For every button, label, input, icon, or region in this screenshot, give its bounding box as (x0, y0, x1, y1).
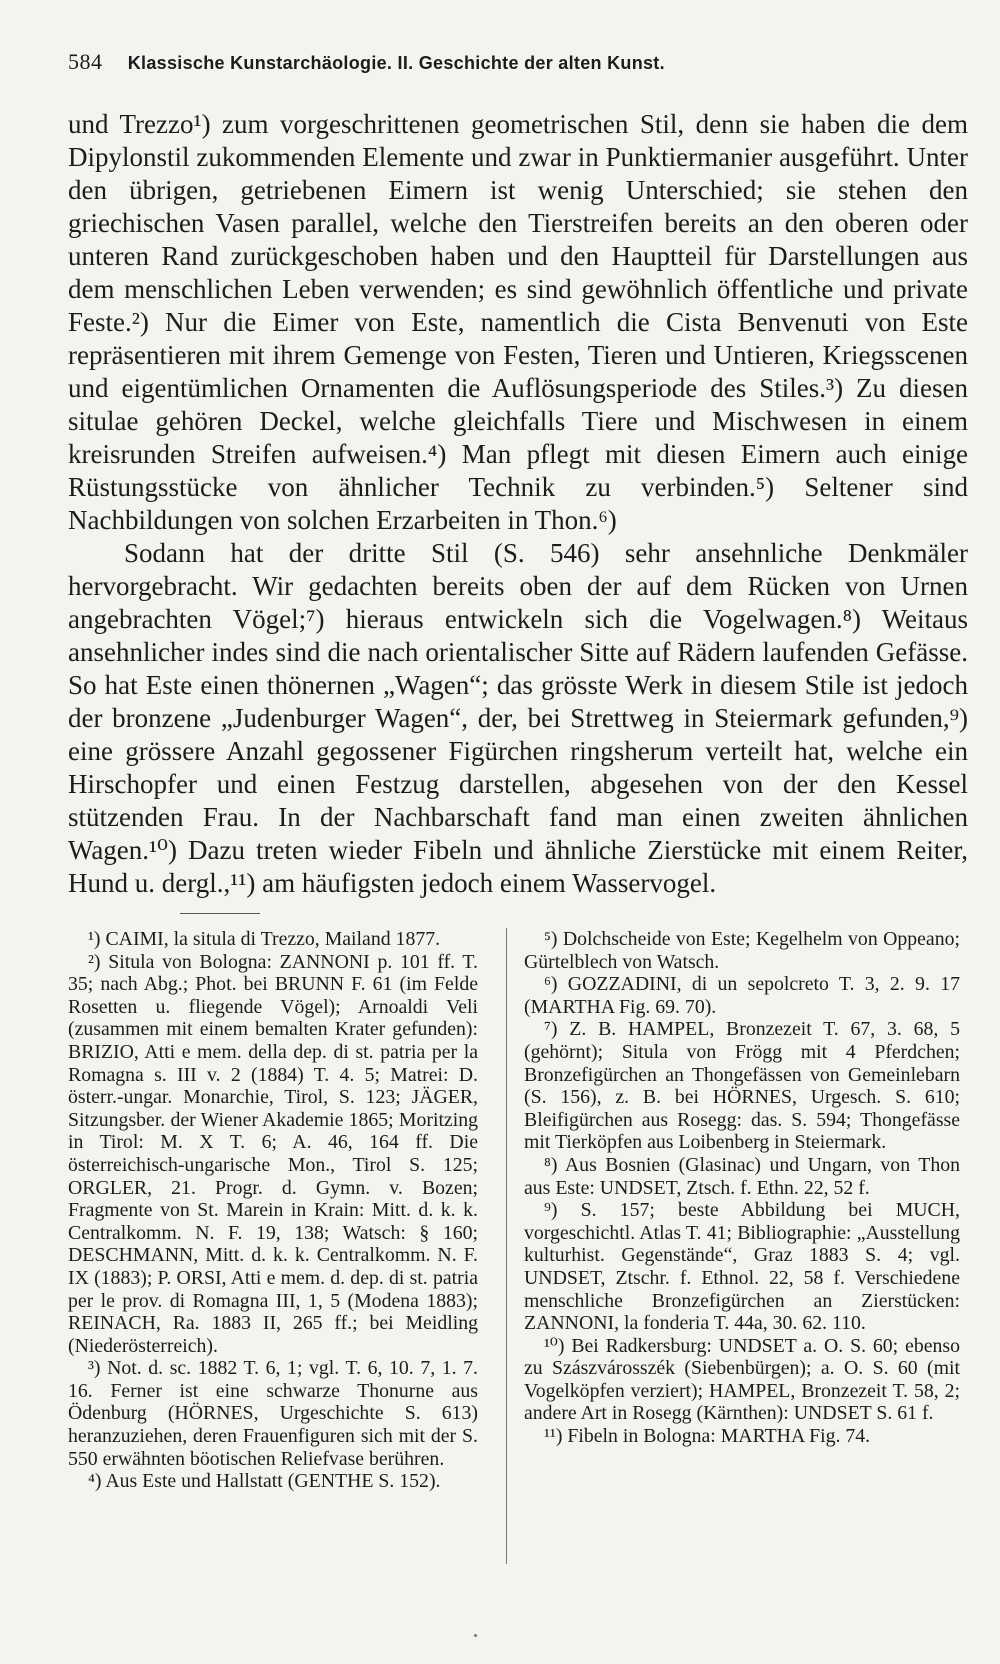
main-paragraph-2: Sodann hat der dritte Stil (S. 546) sehr ansehnliche Denkmäler hervorgebracht. Wir gedachten bereits oben der auf dem Rücken von Urnen angebrachten Vögel;⁷) hieraus entwickeln sich die Vogelwagen.⁸) Weitaus ansehnlicher indes sind die nach orientalischer Sitte auf Rädern laufenden Gefässe. So hat Este einen thönernen „Wagen“; das grösste Werk in diesem Stile ist jedoch der bronzene „Judenburger Wagen“, der, bei Strettweg in Steiermark gefunden,⁹) eine grössere Anzahl gegossener Figürchen ringsherum verteilt hat, welche ein Hirschopfer und einen Festzug darstellen, abgesehen von der den Kessel stützenden Frau. In der Nachbarschaft fand man einen zweiten ähnlichen Wagen.¹⁰) Dazu treten wieder Fibeln und ähnliche Zierstücke mit einem Reiter, Hund u. dergl.,¹¹) am häufigsten jedoch einem Wasservogel. (68, 538, 968, 898)
running-title: Klassische Kunstarchäologie. II. Geschichte der alten Kunst. (127, 53, 665, 73)
footnotes-left-column (68, 928, 478, 1493)
footnote-7: ⁷) Z. B. HAMPEL, Bronzezeit T. 67, 3. 68, 5 (gehörnt); Situla von Frögg mit 4 Pferdchen; Bronzefigürchen an Thongefässen von Gemeinlebarn (S. 156), z. B. bei HÖRNES, Urgesch. S. 610; Bleifigürchen aus Rosegg: das. S. 594; Thongefässe mit Tierköpfen aus Loibenberg in Steiermark. (524, 1018, 960, 1154)
footnote-10: ¹⁰) Bei Radkersburg: UNDSET a. O. S. 60; ebenso zu Szászvárosszék (Siebenbürgen); a. O. S. 60 (mit Vogelköpfen verziert); HAMPEL, Bronzezeit T. 58, 2; andere Art in Rosegg (Kärnthen): UNDSET S. 61 f. (524, 1334, 960, 1425)
running-header (68, 44, 928, 80)
page-number: 584 (68, 49, 103, 74)
column-divider (506, 928, 507, 1564)
footnote-rule (180, 913, 260, 914)
print-speck (474, 1634, 477, 1637)
footnote-5: ⁵) Dolchscheide von Este; Kegelhelm von Oppeano; Gürtelblech von Watsch. (524, 928, 960, 973)
main-text (68, 108, 968, 900)
footnote-8: ⁸) Aus Bosnien (Glasinac) und Ungarn, von Thon aus Este: UNDSET, Ztsch. f. Ethn. 22, 52 f. (524, 1153, 960, 1199)
footnotes-right-column (524, 928, 960, 1448)
footnote-4: ⁴) Aus Este und Hallstatt (GENTHE S. 152). (88, 1470, 441, 1493)
footnote-3: ³) Not. d. sc. 1882 T. 6, 1; vgl. T. 6, 10. 7, 1. 7. 16. Ferner ist eine schwarze Thonurne aus Ödenburg (HÖRNES, Urgeschichte S. 613) heranzuziehen, deren Frauenfiguren sich mit der S. 550 erwähnten böotischen Reliefvase berühren. (68, 1357, 478, 1470)
footnote-1: ¹) CAIMI, la situla di Trezzo, Mailand 1877. (88, 928, 441, 950)
footnote-2: ²) Situla von Bologna: ZANNONI p. 101 ff. T. 35; nach Abg.; Phot. bei BRUNN F. 61 (im Felde Rosetten u. fliegende Vögel); Arnoaldi Veli (zusammen mit einem bemalten Krater gefunden): BRIZIO, Atti e mem. della dep. di st. patria per la Romagna s. III v. 2 (1884) T. 4. 5; Matrei: D. österr.-ungar. Monarchie, Tirol, S. 123; JÄGER, Sitzungsber. der Wiener Akademie 1865; Moritzing in Tirol: M. X T. 6; A. 46, 164 ff. Die österreichisch-ungarische Mon., Tirol S. 125; ORGLER, 21. Progr. d. Gymn. v. Bozen; Fragmente von St. Marein in Krain: Mitt. d. k. k. Centralkomm. N. F. 19, 138; Watsch: § 160; DESCHMANN, Mitt. d. k. k. Centralkomm. N. F. IX (1883); P. ORSI, Atti e mem. d. dep. di st. patria per le prov. di Romagna III, 1, 5 (Modena 1883); REINACH, Ra. 1883 II, 265 ff.; bei Meidling (Niederösterreich). (68, 950, 478, 1357)
footnote-9: ⁹) S. 157; beste Abbildung bei MUCH, vorgeschichtl. Atlas T. 41; Bibliographie: „Ausstellung kulturhist. Gegenstände“, Graz 1883 S. 4; vgl. UNDSET, Ztschr. f. Ethnol. 22, 58 f. Verschiedene menschliche Bronzefigürchen an Zierstücken: ZANNONI, la fonderia T. 44a, 30. 62. 110. (524, 1199, 960, 1335)
footnote-11: ¹¹) Fibeln in Bologna: MARTHA Fig. 74. (544, 1425, 871, 1448)
footnote-6: ⁶) GOZZADINI, di un sepolcreto T. 3, 2. 9. 17 (MARTHA Fig. 69. 70). (524, 973, 960, 1018)
main-paragraph-1: und Trezzo¹) zum vorgeschrittenen geometrischen Stil, denn sie haben die dem Dipylonstil zukommenden Elemente und zwar in Punktiermanier ausgeführt. Unter den übrigen, getriebenen Eimern ist wenig Unterschied; sie stehen den griechischen Vasen parallel, welche den Tierstreifen bereits an den oberen oder unteren Rand zurückgeschoben haben und den Hauptteil für Darstellungen aus dem menschlichen Leben verwenden; es sind gewöhnlich öffentliche und private Feste.²) Nur die Eimer von Este, namentlich die Cista Benvenuti von Este repräsentieren mit ihrem Gemenge von Festen, Tieren und Untieren, Kriegsscenen und eigentümlichen Ornamenten die Auflösungsperiode des Stiles.³) Zu diesen situlae gehören Deckel, welche gleichfalls Tiere und Mischwesen in einem kreisrunden Streifen aufweisen.⁴) Man pflegt mit diesen Eimern auch einige Rüstungsstücke von ähnlicher Technik zu verbinden.⁵) Seltener sind Nachbildungen von solchen Erzarbeiten in Thon.⁶) (68, 109, 968, 535)
